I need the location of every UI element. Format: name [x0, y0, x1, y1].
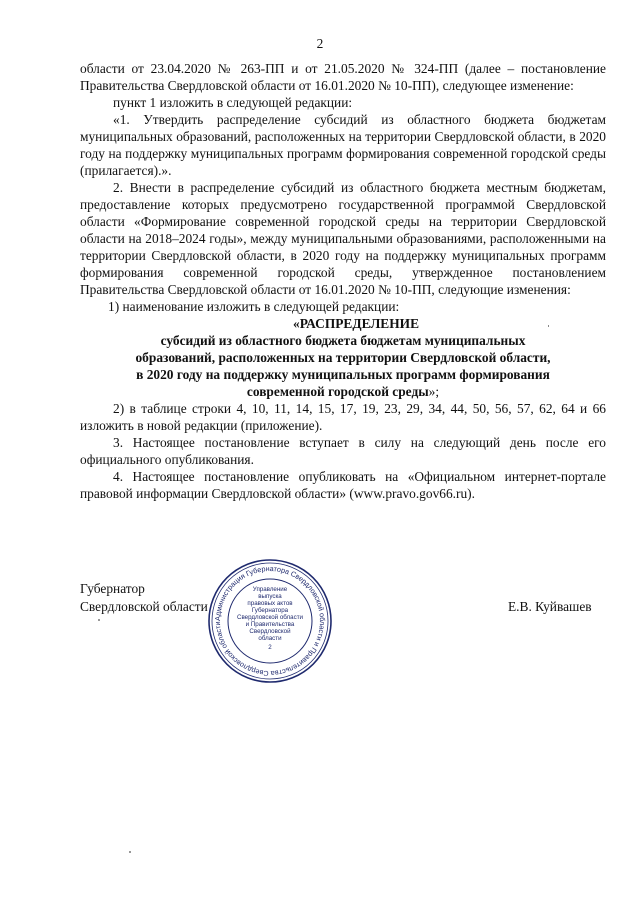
scan-speck [98, 619, 100, 621]
distribution-heading [80, 315, 606, 400]
svg-text:Свердловской области: Свердловской области [236, 614, 304, 621]
scan-speck [548, 325, 549, 327]
paragraph-quote-1: «1. Утвердить распределение субсидий из областного бюджета бюджетам муниципальных образований, расположенных на территории Свердловской области, в 2020 году на поддержку муниципальных программ формирования современной городской среды (прилагается).». [80, 112, 606, 178]
svg-text:выпуска: выпуска [258, 593, 282, 600]
signature-title-line-2: Свердловской области [80, 599, 208, 614]
seal-ring-text: Администрация Губернатора Свердловской области и Правительства Свердловской области [212, 563, 328, 679]
svg-text:Управление: Управление [252, 586, 288, 593]
signature-name: Е.В. Куйвашев [508, 599, 592, 614]
signature-title [80, 580, 208, 616]
official-seal-stamp [206, 557, 334, 685]
signature-title-line-1: Губернатор [80, 581, 145, 596]
heading-line-2: субсидий из областного бюджета бюджетам муниципальных [160, 333, 526, 348]
svg-text:Губернатора: Губернатора [251, 607, 289, 614]
heading-line-5-text: современной городской среды [246, 384, 429, 399]
paragraph-subitem-2: 2) в таблице строки 4, 10, 11, 14, 15, 17, 19, 23, 29, 34, 44, 50, 56, 57, 62, 64 и 66 изложить в новой редакции (приложение). [80, 401, 606, 433]
heading-line-1: «РАСПРЕДЕЛЕНИЕ [293, 316, 419, 331]
page-number: 2 [316, 36, 324, 51]
document-body [80, 60, 606, 502]
svg-text:области: области [258, 635, 282, 642]
svg-text:2: 2 [268, 644, 272, 651]
heading-line-3: образований, расположенных на территории Свердловской области, [135, 350, 551, 365]
heading-line-5 [80, 383, 606, 400]
paragraph-item-4: 4. Настоящее постановление опубликовать на «Официальном интернет-портале правовой информации Свердловской области» (www.pravo.gov66.ru). [80, 469, 606, 501]
paragraph-item-2: 2. Внести в распределение субсидий из областного бюджета местным бюджетам, предоставление которых предусмотрено государственной программой Свердловской области «Формирование современной городской среды на территории Свердловской области на 2018–2024 годы», между муниципальными образованиями, расположенными на территории Свердловской области, в 2020 году на поддержку муниципальных программ формирования современной городской среды, утвержденное постановлением Правительства Свердловской области от 16.01.2020 № 10-ПП, следующие изменения: [80, 180, 606, 297]
heading-line-4: в 2020 году на поддержку муниципальных программ формирования [136, 367, 550, 382]
paragraph-item-3: 3. Настоящее постановление вступает в силу на следующий день после его официального опубликования. [80, 435, 606, 467]
paragraph-subitem-1: 1) наименование изложить в следующей редакции: [108, 299, 400, 314]
svg-text:и Правительства: и Правительства [245, 621, 295, 628]
paragraph-intro: области от 23.04.2020 № 263-ПП и от 21.05.2020 № 324-ПП (далее – постановление Правительства Свердловской области от 16.01.2020 № 10-ПП), следующее изменение: [80, 61, 606, 93]
heading-line-5-tail: »; [428, 384, 440, 399]
scan-speck [129, 851, 131, 853]
paragraph-point-1: пункт 1 изложить в следующей редакции: [113, 95, 353, 110]
seal-center-text [237, 586, 304, 651]
svg-text:Свердловской: Свердловской [249, 628, 291, 635]
svg-text:правовых актов: правовых актов [247, 600, 293, 607]
